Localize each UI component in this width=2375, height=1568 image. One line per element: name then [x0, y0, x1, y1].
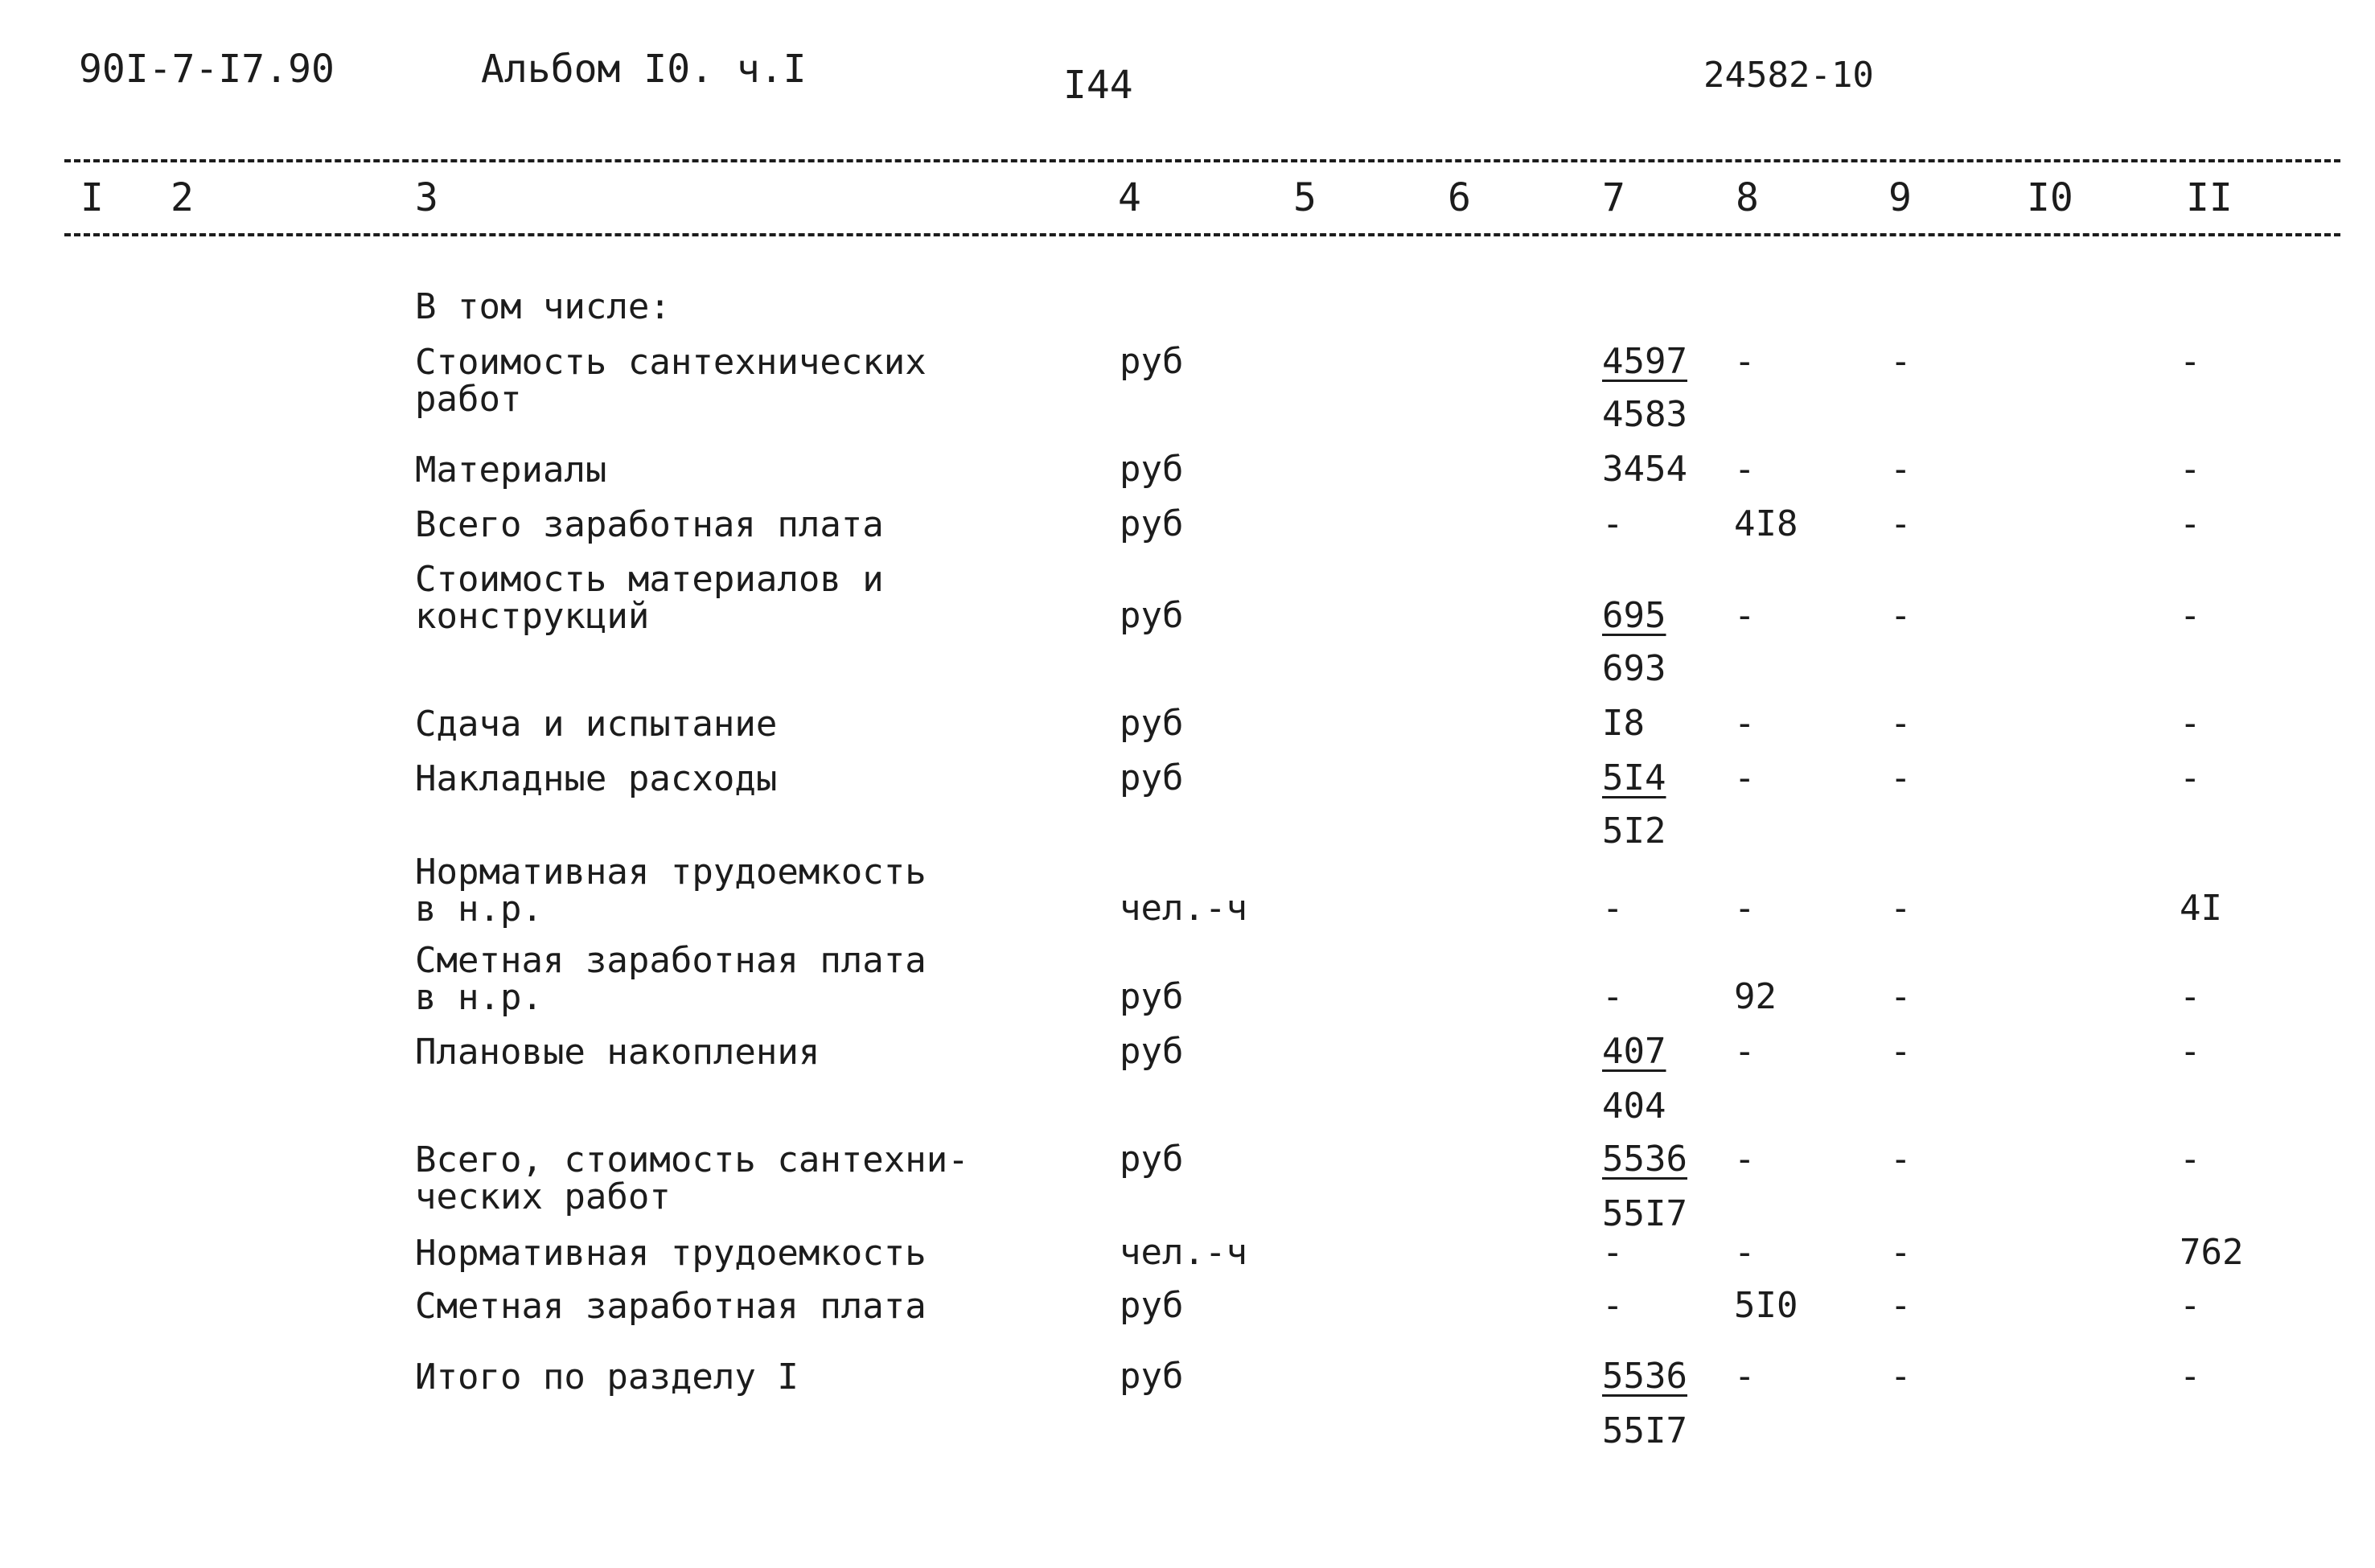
row-name-line: Всего, стоимость сантехни- — [415, 1139, 969, 1180]
row-wages: - — [1734, 449, 1756, 490]
row-col9: - — [1890, 757, 1912, 798]
row-name-line: в н.р. — [415, 977, 543, 1018]
row-unit: руб — [1120, 1031, 1184, 1072]
row-col9: - — [1890, 1285, 1912, 1326]
row-cost-alt: 4583 — [1602, 394, 1687, 435]
row-unit: руб — [1120, 1285, 1184, 1326]
row-unit: руб — [1120, 1356, 1184, 1397]
row-cost-total: 5I4 — [1602, 757, 1666, 798]
row-name-line: Сдача и испытание — [415, 704, 778, 745]
row-col9: - — [1890, 595, 1912, 636]
row-wages: - — [1734, 703, 1756, 744]
row-wages: - — [1734, 757, 1756, 798]
row-labor: 762 — [2180, 1232, 2244, 1273]
row-labor: - — [2180, 757, 2201, 798]
column-number: 9 — [1888, 175, 1912, 220]
row-labor: - — [2180, 1285, 2201, 1326]
row-name-line: Стоимость материалов и — [415, 559, 884, 600]
row-name-line: Всего заработная плата — [415, 504, 884, 545]
row-name-line: в н.р. — [415, 889, 543, 930]
row-col9: - — [1890, 1356, 1912, 1397]
column-number: 8 — [1736, 175, 1759, 220]
row-labor: - — [2180, 341, 2201, 382]
page-number: I44 — [1063, 63, 1133, 108]
top-dashed-rule — [64, 159, 2340, 162]
row-unit: руб — [1120, 595, 1184, 636]
row-unit: чел.-ч — [1120, 1232, 1247, 1273]
row-cost-total: - — [1602, 503, 1624, 544]
column-number: 2 — [171, 175, 194, 220]
doc-code: 90I-7-I7.90 — [79, 47, 335, 92]
row-cost-total: - — [1602, 1285, 1624, 1326]
row-name-line: ческих работ — [415, 1176, 671, 1217]
row-wages: - — [1734, 1139, 1756, 1180]
row-labor: - — [2180, 976, 2201, 1017]
row-col9: - — [1890, 703, 1912, 744]
row-wages: - — [1734, 1232, 1756, 1273]
row-name-line: Сметная заработная плата — [415, 940, 927, 981]
row-unit: руб — [1120, 341, 1184, 382]
row-labor: - — [2180, 1139, 2201, 1180]
column-number: 4 — [1118, 175, 1141, 220]
row-name-line: Нормативная трудоемкость — [415, 852, 927, 893]
row-labor: - — [2180, 503, 2201, 544]
column-number: 6 — [1448, 175, 1471, 220]
row-name-line: Нормативная трудоемкость — [415, 1233, 927, 1274]
row-cost-total: 5536 — [1602, 1139, 1687, 1180]
row-cost-alt: 404 — [1602, 1086, 1666, 1127]
row-name-line: Итого по разделу I — [415, 1357, 799, 1398]
row-col9: - — [1890, 976, 1912, 1017]
album-label: Альбом I0. ч.I — [481, 47, 807, 92]
row-col9: - — [1890, 1139, 1912, 1180]
row-unit: руб — [1120, 757, 1184, 798]
row-wages: 5I0 — [1734, 1285, 1798, 1326]
row-cost-total: 3454 — [1602, 449, 1687, 490]
row-unit: руб — [1120, 1139, 1184, 1180]
column-number: 7 — [1602, 175, 1625, 220]
row-col9: - — [1890, 888, 1912, 929]
row-cost-alt: 55I7 — [1602, 1410, 1687, 1451]
row-cost-alt: 693 — [1602, 648, 1666, 689]
row-labor: - — [2180, 449, 2201, 490]
row-cost-alt: 55I7 — [1602, 1193, 1687, 1234]
column-number: 3 — [415, 175, 438, 220]
section-title: В том числе: — [415, 286, 671, 327]
row-name-line: Сметная заработная плата — [415, 1286, 927, 1327]
row-cost-total: 5536 — [1602, 1356, 1687, 1397]
row-col9: - — [1890, 503, 1912, 544]
row-labor: - — [2180, 703, 2201, 744]
row-wages: 92 — [1734, 976, 1777, 1017]
row-cost-total: - — [1602, 1232, 1624, 1273]
row-wages: - — [1734, 341, 1756, 382]
row-wages: 4I8 — [1734, 503, 1798, 544]
column-number: I0 — [2027, 175, 2073, 220]
row-name-line: Накладные расходы — [415, 758, 778, 799]
row-wages: - — [1734, 1356, 1756, 1397]
row-labor: - — [2180, 1031, 2201, 1072]
row-col9: - — [1890, 449, 1912, 490]
row-wages: - — [1734, 1031, 1756, 1072]
row-unit: руб — [1120, 449, 1184, 490]
row-unit: руб — [1120, 976, 1184, 1017]
row-unit: руб — [1120, 503, 1184, 544]
row-name-line: конструкций — [415, 596, 650, 637]
row-unit: руб — [1120, 703, 1184, 744]
row-wages: - — [1734, 595, 1756, 636]
row-cost-alt: 5I2 — [1602, 811, 1666, 852]
row-name-line: работ — [415, 379, 522, 420]
bottom-dashed-rule — [64, 233, 2340, 236]
inventory-number: 24582-10 — [1703, 55, 1874, 96]
row-unit: чел.-ч — [1120, 888, 1247, 929]
row-name-line: Материалы — [415, 449, 607, 491]
row-wages: - — [1734, 888, 1756, 929]
row-cost-total: 407 — [1602, 1031, 1666, 1072]
row-cost-total: - — [1602, 888, 1624, 929]
row-name-line: Плановые накопления — [415, 1032, 820, 1073]
column-number: I — [80, 175, 104, 220]
row-cost-total: 4597 — [1602, 341, 1687, 382]
row-name-line: Стоимость сантехнических — [415, 342, 927, 383]
row-labor: - — [2180, 1356, 2201, 1397]
row-cost-total: I8 — [1602, 703, 1645, 744]
column-number: 5 — [1293, 175, 1317, 220]
row-col9: - — [1890, 1031, 1912, 1072]
row-cost-total: - — [1602, 976, 1624, 1017]
row-labor: 4I — [2180, 888, 2222, 929]
row-cost-total: 695 — [1602, 595, 1666, 636]
column-number: II — [2186, 175, 2233, 220]
row-col9: - — [1890, 341, 1912, 382]
row-col9: - — [1890, 1232, 1912, 1273]
row-labor: - — [2180, 595, 2201, 636]
